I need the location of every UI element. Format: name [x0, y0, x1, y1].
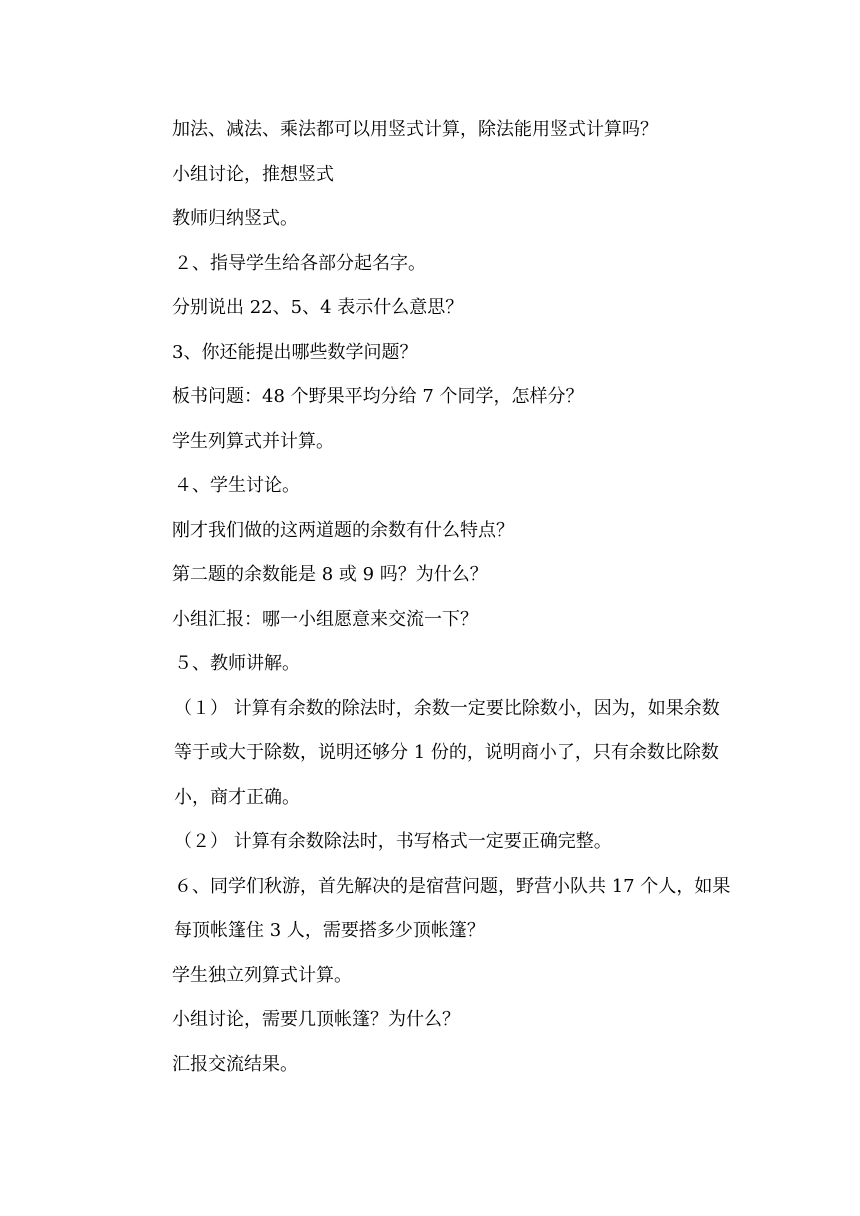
paragraph-students-calc: 学生列算式并计算。	[172, 430, 334, 452]
paragraph-report-results: 汇报交流结果。	[172, 1053, 298, 1075]
paragraph-point-2: （２） 计算有余数除法时，书写格式一定要正确完整。	[174, 831, 612, 852]
paragraph-question: 加法、减法、乘法都可以用竖式计算，除法能用竖式计算吗？	[172, 119, 658, 140]
paragraph-step-5: ５、教师讲解。	[174, 653, 300, 674]
paragraph-meaning: 分别说出 22、5、4 表示什么意思？	[172, 297, 464, 318]
paragraph-step-2: ２、指导学生给各部分起名字。	[174, 252, 426, 274]
document-body	[130, 108, 735, 1087]
paragraph-second-remainder: 第二题的余数能是 8 或 9 吗？为什么？	[172, 564, 488, 585]
paragraph-group-report: 小组汇报：哪一小组愿意来交流一下？	[172, 608, 478, 630]
paragraph-remainder-feature: 刚才我们做的这两道题的余数有什么特点？	[172, 519, 514, 541]
paragraph-independent-calc: 学生独立列算式计算。	[172, 964, 352, 986]
paragraph-point-1: （１） 计算有余数的除法时，余数一定要比除数小，因为，如果余数等于或大于除数，说明还够分 1 份的，说明商小了，只有余数比除数小，商才正确。	[174, 697, 720, 808]
paragraph-step-3: 3、你还能提出哪些数学问题？	[172, 341, 418, 363]
paragraph-tent-discussion: 小组讨论，需要几顶帐篷？为什么？	[172, 1009, 460, 1030]
paragraph-group-discussion: 小组讨论，推想竖式	[172, 163, 334, 185]
paragraph-step-6: ６、同学们秋游，首先解决的是宿营问题，野营小队共 17 个人，如果每顶帐篷住 3 人，需要搭多少顶帐篷？	[174, 875, 731, 941]
paragraph-teacher-summary: 教师归纳竖式。	[172, 208, 298, 229]
paragraph-step-4: ４、学生讨论。	[174, 475, 300, 496]
paragraph-board-question: 板书问题：48 个野果平均分给 7 个同学，怎样分？	[172, 386, 584, 407]
